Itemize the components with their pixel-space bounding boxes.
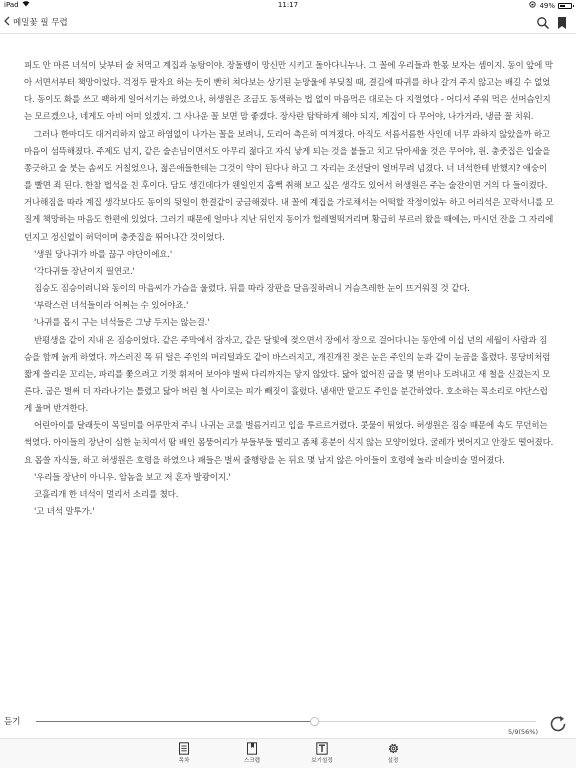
- nav-bar: [0, 10, 576, 34]
- battery-fill: [560, 5, 565, 7]
- tab-settings-label: 설정: [387, 758, 399, 764]
- listen-bar: [0, 706, 576, 738]
- bookmark-icon: [556, 16, 568, 30]
- paragraph: '우리들 장난이 아니우. 암놈을 보고 저 혼자 발광이지.': [34, 472, 231, 483]
- gear-icon: [387, 742, 400, 755]
- paragraph: 피도 안 마른 녀석이 낮부터 술 처먹고 계집과 농탕이야. 장돌뱅이 망신만 시키고 돌아다니누나. 그 꼴에 우리들과 한몫 보자는 셈이지. 동이 앞에 막아 서면서부터 책망이었다. 걱정두 팔자요 하는 듯이 빤히 쳐다보는 상기된 눈망울에 부딪칠 때, 결김에 따귀를 하나 갈겨 주지 않고는 배길 수 없었다. 동이도 화를 쓰고 팩하게 일어서기는 하였으나, 허생원은 조금도 동색하는 법 없이 마음먹은 대로는 다 지껄였다 - 어디서 주워 먹은 선머슴인지는 모르겠으나, 네게도 아비 어미 있겠지. 그 사나운 꼴 보면 맘 좋겠다. 장사란 탐탁하게 해야 되지, 계집이 다 무어야, 나가거라, 냉큼 꼴 치워.: [24, 61, 553, 123]
- status-right: [529, 1, 572, 10]
- paragraph: '부락스런 녀석들이라 어쩌는 수 있어야죠.': [34, 301, 189, 312]
- tab-scrap[interactable]: [232, 742, 272, 768]
- refresh-icon: [548, 714, 568, 734]
- status-bar: [0, 0, 576, 10]
- search-icon: [536, 16, 550, 30]
- bottom-tab-bar: [0, 738, 576, 768]
- status-time: 11:17: [277, 1, 299, 9]
- paragraph: 그러나 한마디도 대거리하지 않고 하염없이 나가는 꼴을 보려니, 도리어 측은히 여겨졌다. 아직도 서름서름한 사인데 너무 과하지 않았을까 하고 마음이 섬뜩해졌다. 주제도 넘지, 같은 술손님이면서도 아무리 젊다고 자식 낳게 되는 것을 붙들고 치고 닦아세울 것은 무어야, 원. 충줏집은 입술을 쫑긋하고 술 붓는 솜씨도 거칠었으나, 젊은애들한테는 그것이 약이 된다나 하고 그 자리는 조선달이 얼버무려 넘겼다. 너 녀석한테 반했지? 애숭이를 빨면 죄 된다. 한참 법석을 친 후이다. 담도 생긴데다가 웬일인지 흡뻑 취해 보고 싶은 생각도 있어서 허생원은 주는 술잔이면 거의 다 들이켰다. 거나해짐을 따라 계집 생각보다도 동이의 뒷일이 한결같이 궁금해졌다. 내 꼴에 계집을 가로채서는 어떡할 작정이었누 하고 어리석은 꼬락서니를 모질게 책망하는 마음도 한편에 있었다. 그러기 때문에 얼마나 지난 뒤인지 동이가 헐레벌떡거리며 황급히 부르러 왔을 때에는, 마시던 잔을 그 자리에 던지고 정신없이 허덕이며 충줏집을 뛰어나간 것이었다.: [24, 129, 554, 243]
- tab-toc-label: 목차: [178, 758, 190, 764]
- progress-fill: [36, 721, 314, 722]
- progress-track[interactable]: [36, 721, 536, 722]
- paragraph: '나귀를 몹시 구는 녀석들은 그냥 두지는 않는걸.': [34, 318, 210, 329]
- book-title: 메밀꽃 필 무렵: [13, 18, 68, 28]
- bookmark-button[interactable]: [556, 15, 568, 29]
- listen-button[interactable]: 듣기: [4, 717, 21, 727]
- progress-slider-handle[interactable]: [310, 717, 319, 726]
- device-name: iPad: [4, 1, 19, 9]
- page-indicator: 5/9(56%): [508, 728, 538, 736]
- paragraph: '고 녀석 말투가.': [34, 507, 95, 518]
- chevron-left-icon: [4, 16, 10, 28]
- paragraph: '각다귀들 장난이지 필연코.': [34, 266, 135, 277]
- paragraph: 짐승도 짐승이려니와 동이의 마음씨가 가슴을 울렸다. 뒤를 따라 장판을 달음질하려니 거슴츠레한 눈이 뜨거워질 것 같다.: [34, 284, 470, 295]
- paragraph: 어린아이를 달래듯이 목덜미를 어루만져 주니 나귀는 코를 벌름거리고 입을 투르르거렸다. 콧물이 튀었다. 허생원은 짐승 때문에 속도 무던히는 썩였다. 아이들의 장난이 심한 눈치여서 땀 배인 몸뚱어리가 부들부들 떨리고 좀체 흥분이 식지 않는 모양이었다. 굴레가 벗어지고 안장도 떨어졌다. 요 몹쓸 자식들, 하고 허생원은 호령을 하였으나 패들은 벌써 줄행랑을 논 뒤요 몇 남지 않은 아이들이 호령에 놀라 비슬비슬 멀어졌다.: [24, 421, 554, 466]
- paragraph: 코흘리개 한 녀석이 멀리서 소리를 쳤다.: [34, 489, 179, 500]
- refresh-button[interactable]: [548, 714, 568, 734]
- tab-view-settings-label: 보기설정: [311, 758, 333, 764]
- battery-percent: 49%: [539, 1, 555, 10]
- battery-icon: [558, 3, 572, 9]
- scrap-icon: [246, 742, 258, 755]
- reader-content: [24, 58, 554, 521]
- tab-scrap-label: 스크랩: [244, 758, 260, 764]
- paragraph: '생원 당나귀가 바를 끊구 야단이에요.': [34, 249, 173, 260]
- search-button[interactable]: [536, 15, 550, 29]
- tab-toc[interactable]: [164, 742, 204, 768]
- view-settings-icon: [316, 742, 328, 755]
- toc-icon: [178, 742, 190, 755]
- tab-settings[interactable]: [373, 742, 413, 768]
- orientation-lock-icon: [529, 1, 536, 10]
- paragraph: 반평생을 같이 지내 온 짐승이었다. 같은 주막에서 잠자고, 같은 달빛에 젖으면서 장에서 장으로 걸어다니는 동안에 이십 년의 세월이 사람과 짐승을 함께 늙게 하였다. 까스러진 목 뒤 털은 주인의 머리털과도 같이 바스러지고, 개진개진 젖은 눈은 주인의 눈과 같이 눈곱을 흘렸다. 몽당비처럼 짧게 쓸리운 꼬리는, 파리를 쫓으려고 기껏 휘저어 보아야 벌써 다리까지는 닿지 않았다. 닳아 없어진 굽을 몇 번이나 도려내고 새 철을 신겼는지 모른다. 굽은 벌써 더 자라나기는 틀렸고 닳아 버린 철 사이로는 피가 빼짓이 흘렀다. 냄새만 맡고도 주인을 분간하였다. 호소하는 목소리로 야단스럽게 울며 반겨한다.: [24, 335, 551, 415]
- back-button[interactable]: [4, 14, 68, 30]
- tab-view-settings[interactable]: [302, 742, 342, 768]
